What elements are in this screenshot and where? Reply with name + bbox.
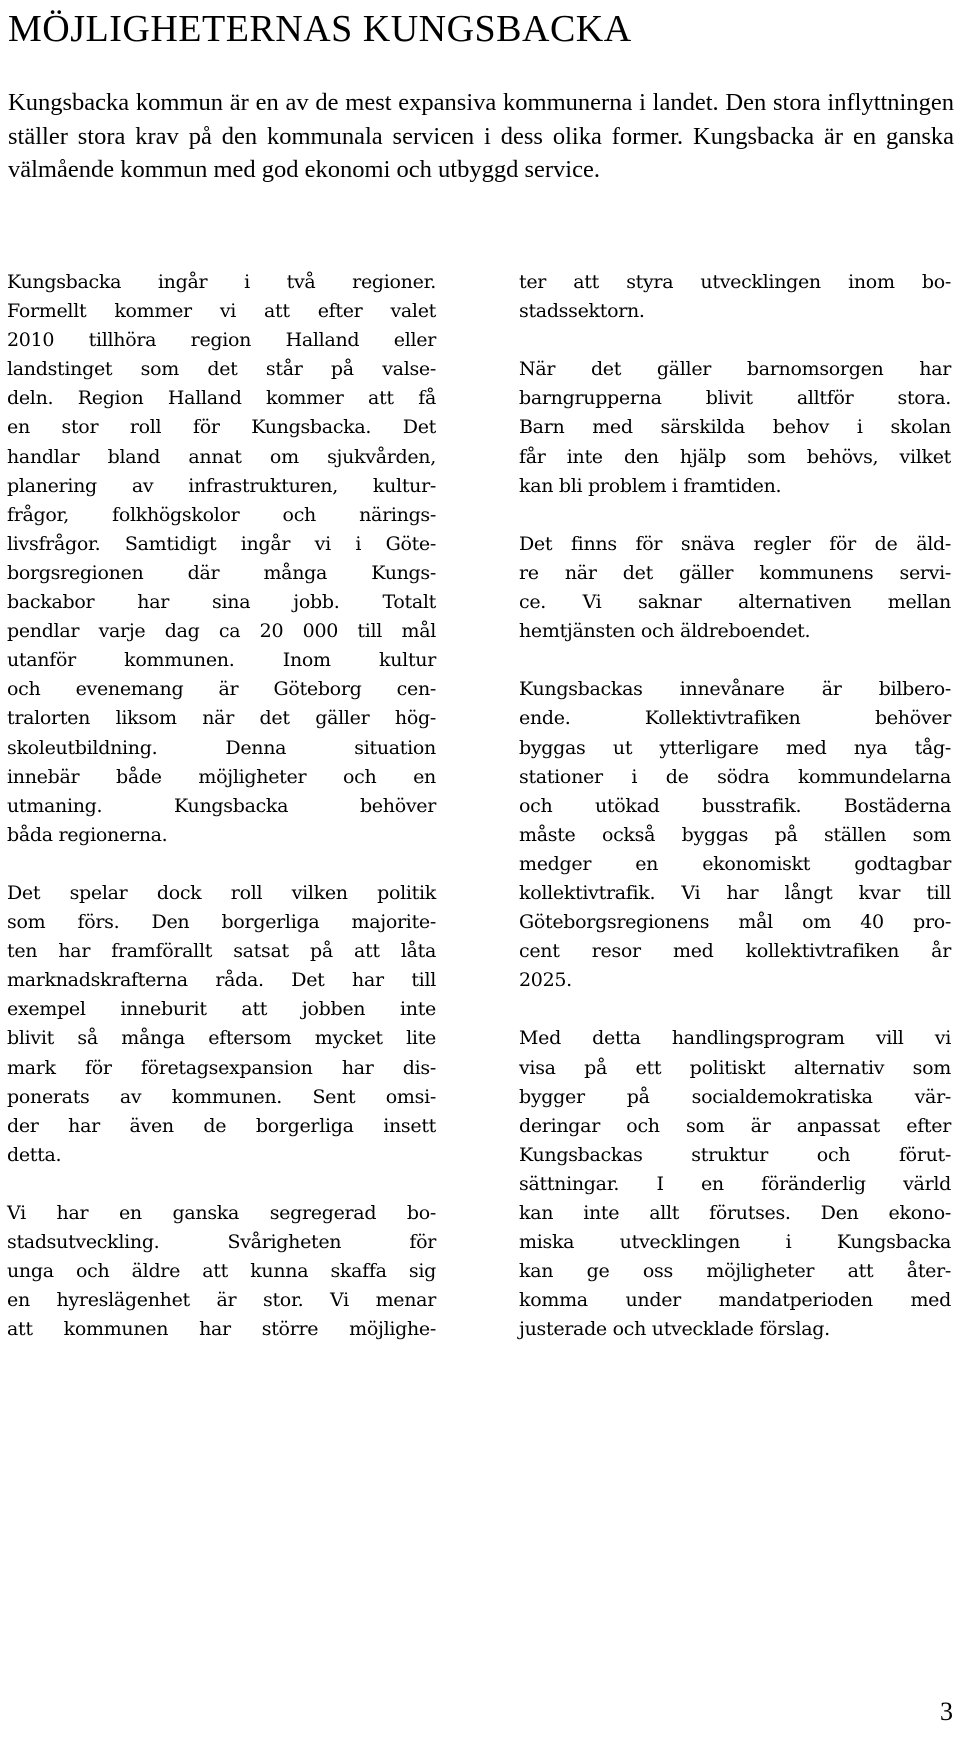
page-title: MÖJLIGHETERNAS KUNGSBACKA	[8, 8, 632, 50]
text-line: cent resor med kollektivtrafiken år	[519, 940, 951, 963]
text-line: bygger på socialdemokratiska vär-	[519, 1085, 951, 1108]
text-line: deringar och som är anpassat efter	[519, 1114, 951, 1137]
text-line: Göteborgsregionens mål om 40 pro-	[519, 911, 951, 934]
text-line: ponerats av kommunen. Sent omsi-	[7, 1085, 436, 1108]
text-line: hemtjänsten och äldreboendet.	[519, 620, 811, 643]
text-line: Det spelar dock roll vilken politik	[7, 881, 436, 904]
text-line: planering av infrastrukturen, kultur-	[7, 474, 436, 497]
text-line: exempel inneburit att jobben inte	[7, 998, 436, 1021]
text-line: stadsutveckling. Svårigheten för	[7, 1231, 436, 1254]
right-paragraph-elderly	[519, 530, 951, 646]
right-column	[519, 268, 951, 1344]
paragraph-gap	[7, 850, 436, 879]
text-line: utmaning. Kungsbacka behöver	[7, 794, 436, 817]
text-line: 2025.	[519, 969, 572, 992]
text-line: Formellt kommer vi att efter valet	[7, 300, 436, 323]
text-line: sättningar. I en föränderlig värld	[519, 1172, 951, 1195]
text-line: der har även de borgerliga insett	[7, 1114, 436, 1137]
text-line: Kungsbackas struktur och förut-	[519, 1143, 951, 1166]
text-line: stadssektorn.	[519, 300, 645, 323]
text-line: ten har framförallt satsat på att låta	[7, 940, 436, 963]
right-paragraph-program	[519, 1024, 951, 1344]
text-line: kan ge oss möjligheter att åter-	[519, 1260, 951, 1283]
text-line: byggas ut ytterligare med nya tåg-	[519, 736, 951, 759]
text-line: blivit så många eftersom mycket lite	[7, 1027, 436, 1050]
text-line: justerade och utvecklade förslag.	[519, 1318, 830, 1341]
text-line: landstinget som det står på valse-	[7, 358, 436, 381]
text-line: Vi har en ganska segregerad bo-	[7, 1202, 436, 1224]
text-line: livsfrågor. Samtidigt ingår vi i Göte-	[7, 532, 436, 555]
text-line: backabor har sina jobb. Totalt	[7, 591, 436, 614]
text-line: mark för företagsexpansion har dis-	[7, 1056, 436, 1079]
text-line: skoleutbildning. Denna situation	[7, 736, 436, 759]
text-line: Med detta handlingsprogram vill vi	[519, 1027, 951, 1050]
text-line: medger en ekonomiskt godtagbar	[519, 852, 951, 875]
text-line: får inte den hjälp som behövs, vilket	[519, 445, 951, 468]
text-line: När det gäller barnomsorgen har	[519, 358, 951, 381]
text-line: innebär både möjligheter och en	[7, 765, 436, 788]
text-line: komma under mandatperioden med	[519, 1289, 951, 1312]
intro-paragraph: Kungsbacka kommun är en av de mest expansiva kommunerna i landet. Den stora inflyttningen ställer stora krav på den kommunala servicen i dess olika former. Kungsbacka är en ganska välmående kommun med god ekonomi och utbyggd service.	[8, 89, 954, 183]
text-line: en stor roll för Kungsbacka. Det	[7, 416, 436, 439]
left-paragraph-housing	[7, 1199, 436, 1344]
text-line: marknadskrafterna råda. Det har till	[7, 969, 436, 992]
text-line: kollektivtrafik. Vi har långt kvar till	[519, 881, 951, 904]
paragraph-gap	[7, 1170, 436, 1199]
text-line: frågor, folkhögskolor och närings-	[7, 503, 436, 526]
text-line: barngrupperna blivit alltför stora.	[519, 387, 951, 410]
text-line: tralorten liksom när det gäller hög-	[7, 707, 436, 730]
text-line: att kommunen har större möjlighe-	[7, 1318, 436, 1341]
text-line: Det finns för snäva regler för de äld-	[519, 532, 951, 555]
text-line: en hyreslägenhet är stor. Vi menar	[7, 1289, 436, 1312]
paragraph-gap	[519, 995, 951, 1024]
text-line: 2010 tillhöra region Halland eller	[7, 329, 436, 352]
left-paragraph-regions	[7, 268, 436, 850]
text-line: ce. Vi saknar alternativen mellan	[519, 591, 951, 614]
left-column	[7, 268, 436, 1344]
paragraph-gap	[519, 501, 951, 530]
left-paragraph-politics	[7, 879, 436, 1170]
text-line: ende. Kollektivtrafiken behöver	[519, 707, 951, 730]
text-line: och utökad busstrafik. Bostäderna	[519, 794, 951, 817]
text-line: Barn med särskilda behov i skolan	[519, 416, 951, 439]
text-line: Kungsbackas innevånare är bilbero-	[519, 678, 951, 701]
text-line: ter att styra utvecklingen inom bo-	[519, 271, 951, 293]
text-line: detta.	[7, 1143, 62, 1166]
text-line: och evenemang är Göteborg cen-	[7, 678, 436, 701]
text-line: kan inte allt förutses. Den ekono-	[519, 1202, 951, 1224]
text-line: utanför kommunen. Inom kultur	[7, 649, 436, 672]
text-line: visa på ett politiskt alternativ som	[519, 1056, 951, 1079]
right-paragraph-childcare	[519, 355, 951, 500]
text-line: som förs. Den borgerliga majorite-	[7, 911, 436, 934]
text-line: miska utvecklingen i Kungsbacka	[519, 1231, 951, 1254]
page-number: 3	[940, 1697, 953, 1726]
text-line: borgsregionen där många Kungs-	[7, 561, 436, 584]
text-line: deln. Region Halland kommer att få	[7, 387, 436, 410]
paragraph-gap	[519, 326, 951, 355]
text-line: handlar bland annat om sjukvården,	[7, 445, 436, 468]
paragraph-gap	[519, 646, 951, 675]
text-line: unga och äldre att kunna skaffa sig	[7, 1260, 436, 1283]
text-line: kan bli problem i framtiden.	[519, 474, 782, 497]
text-line: måste också byggas på ställen som	[519, 823, 951, 846]
text-line: båda regionerna.	[7, 823, 168, 846]
text-line: re när det gäller kommunens servi-	[519, 561, 951, 584]
right-paragraph-housing-cont	[519, 268, 951, 326]
right-paragraph-transport	[519, 675, 951, 995]
text-line: pendlar varje dag ca 20 000 till mål	[7, 620, 436, 643]
text-line: Kungsbacka ingår i två regioner.	[7, 271, 436, 293]
text-line: stationer i de södra kommundelarna	[519, 765, 951, 788]
